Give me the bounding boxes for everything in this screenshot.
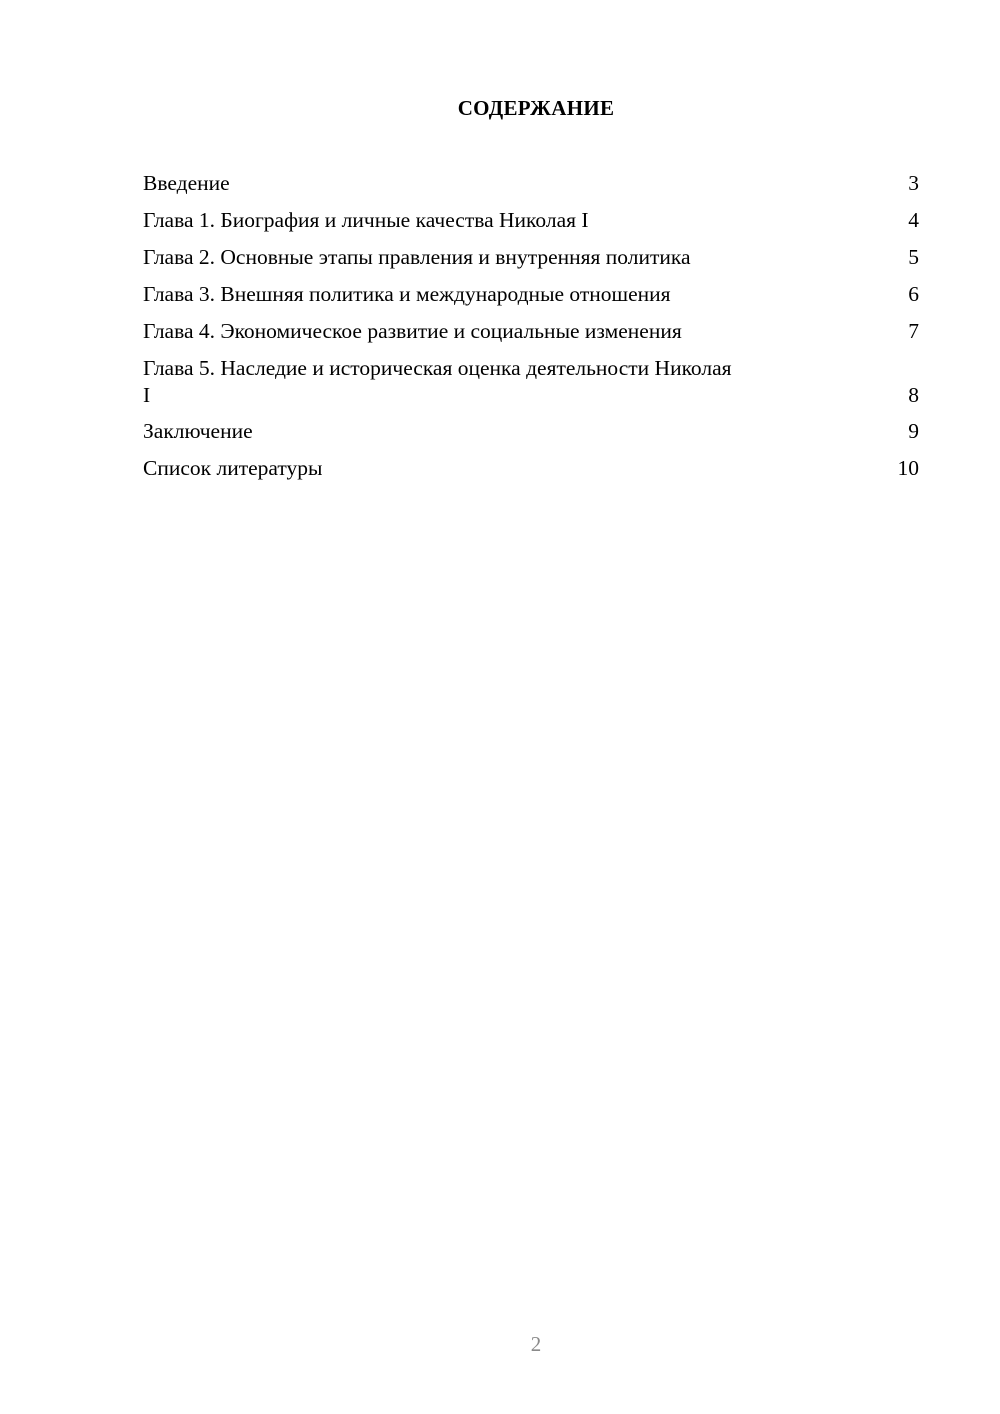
- toc-entry-bibliography: [143, 455, 919, 482]
- toc-entry-label: Введение: [143, 171, 230, 195]
- toc-entry-label: Глава 3. Внешняя политика и международные отношения: [143, 282, 671, 306]
- toc-entry-chapter-5: [143, 355, 919, 409]
- toc-entry-page: 5: [908, 245, 919, 269]
- toc-entry-introduction: [143, 170, 919, 197]
- page-number: 2: [530, 1332, 542, 1356]
- toc-entry-label: Заключение: [143, 419, 253, 443]
- toc-entry-page: 10: [897, 456, 919, 480]
- toc-entry-chapter-1: [143, 207, 919, 234]
- toc-entry-label: Глава 2. Основные этапы правления и внутренняя политика: [143, 245, 691, 269]
- toc-entry-label: Глава 5. Наследие и историческая оценка деятельности Николая I: [143, 356, 732, 407]
- toc-entry-page: 7: [908, 319, 919, 343]
- toc-entry-page: 4: [908, 208, 919, 232]
- table-of-contents: [143, 170, 919, 492]
- toc-title: СОДЕРЖАНИЕ: [457, 96, 615, 120]
- toc-entry-page: 9: [908, 419, 919, 443]
- toc-entry-chapter-2: [143, 244, 919, 271]
- toc-entry-label: Глава 4. Экономическое развитие и социальные изменения: [143, 319, 682, 343]
- toc-entry-page: 3: [908, 171, 919, 195]
- toc-entry-chapter-4: [143, 318, 919, 345]
- toc-entry-label: Список литературы: [143, 456, 323, 480]
- toc-entry-chapter-3: [143, 281, 919, 308]
- toc-entry-page: 6: [908, 282, 919, 306]
- toc-entry-conclusion: [143, 418, 919, 445]
- toc-entry-label: Глава 1. Биография и личные качества Николая I: [143, 208, 589, 232]
- toc-entry-page: 8: [908, 383, 919, 407]
